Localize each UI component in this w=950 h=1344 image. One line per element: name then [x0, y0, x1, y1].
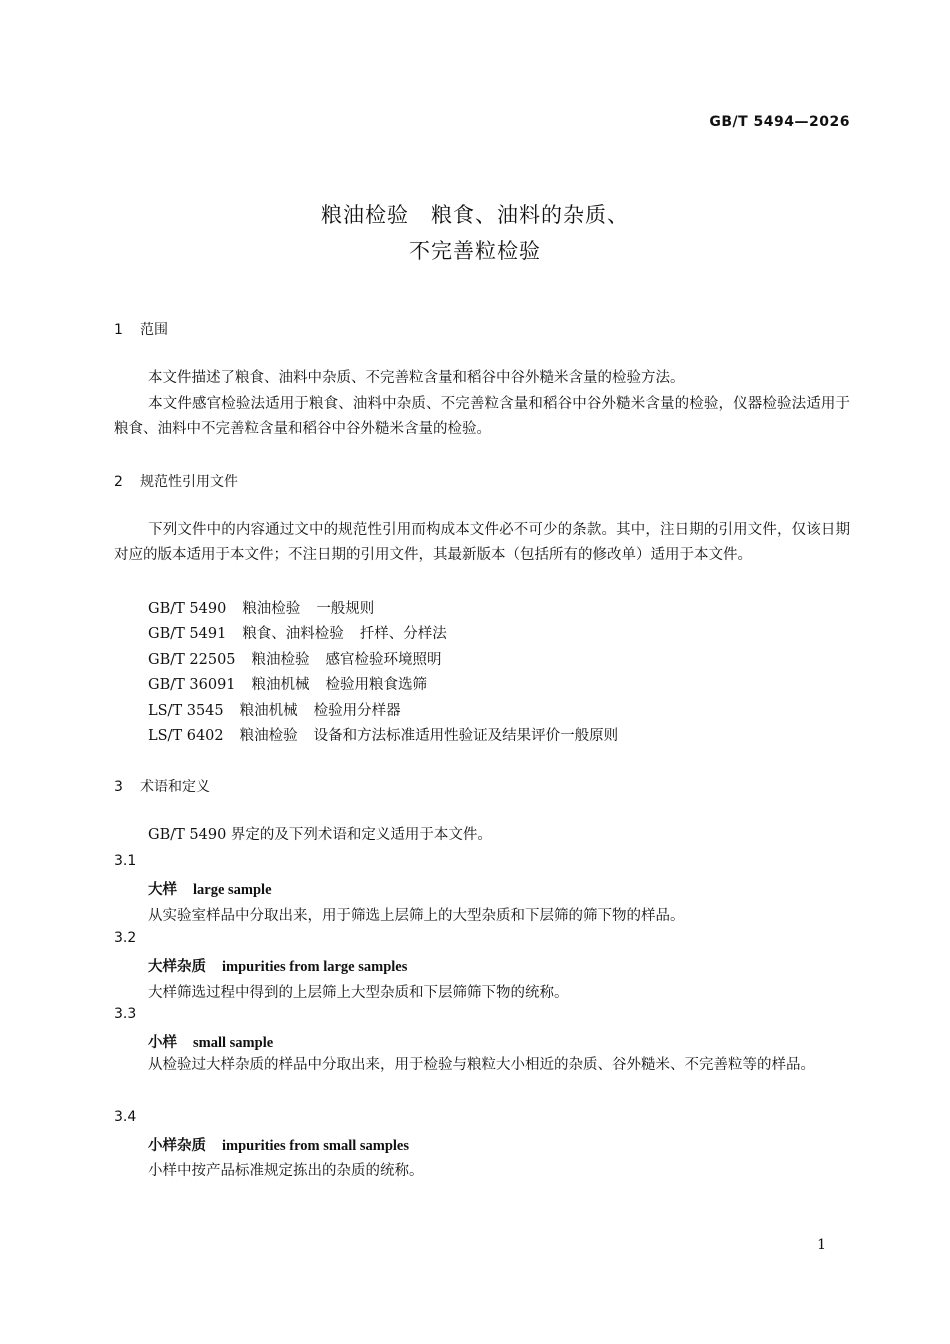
reference-item: LS/T 3545 粮油机械 检验用分样器: [148, 703, 401, 719]
term-definition: 小样中按产品标准规定拣出的杂质的统称。: [148, 1163, 424, 1179]
term-number: 3.2: [114, 930, 137, 946]
page-number: 1: [817, 1237, 826, 1253]
term-heading: 大样 large sample: [148, 882, 272, 898]
section-title: 范围: [140, 322, 168, 338]
standard-code: GB/T 5494—2026: [709, 114, 850, 130]
document-title-line-2: 不完善粒检验: [409, 239, 541, 263]
term-definition: 从检验过大样杂质的样品中分取出来，用于检验与粮粒大小相近的杂质、谷外糙米、不完善粒等的样品。: [148, 1057, 815, 1073]
term-number: 3.4: [114, 1109, 137, 1125]
term-definition: 从实验室样品中分取出来，用于筛选上层筛上的大型杂质和下层筛的筛下物的样品。: [148, 908, 685, 924]
term-heading: 小样杂质 impurities from small samples: [148, 1138, 410, 1154]
section-3-heading: [114, 776, 210, 796]
reference-item: GB/T 5490 粮油检验 一般规则: [148, 601, 375, 617]
section-title: 术语和定义: [140, 779, 210, 795]
section-number: 2: [114, 474, 123, 490]
term-definition: 大样筛选过程中得到的上层筛上大型杂质和下层筛筛下物的统称。: [148, 985, 569, 1001]
reference-item: GB/T 22505 粮油检验 感官检验环境照明: [148, 652, 442, 668]
reference-item: LS/T 6402 粮油检验 设备和方法标准适用性验证及结果评价一般原则: [148, 728, 619, 744]
document-title-line-1: 粮油检验 粮食、油料的杂质、: [321, 203, 629, 227]
term-number: 3.1: [114, 853, 137, 869]
section-1-paragraph-2: 本文件感官检验法适用于粮食、油料中杂质、不完善粒含量和稻谷中谷外糙米含量的检验，仪器检验法适用于粮食、油料中不完善粒含量和稻谷中谷外糙米含量的检验。: [114, 396, 850, 437]
section-number: 1: [114, 322, 123, 338]
term-heading: 小样 small sample: [148, 1035, 274, 1051]
section-1-heading: [114, 319, 168, 339]
reference-item: GB/T 5491 粮食、油料检验 扦样、分样法: [148, 626, 447, 642]
term-heading: 大样杂质 impurities from large samples: [148, 959, 408, 975]
section-1-paragraph-1: 本文件描述了粮食、油料中杂质、不完善粒含量和稻谷中谷外糙米含量的检验方法。: [148, 370, 685, 386]
section-2-heading: [114, 471, 238, 491]
section-2-intro: 下列文件中的内容通过文中的规范性引用而构成本文件必不可少的条款。其中，注日期的引用文件，仅该日期对应的版本适用于本文件；不注日期的引用文件，其最新版本（包括所有的修改单）适用于本文件。: [114, 522, 850, 563]
reference-item: GB/T 36091 粮油机械 检验用粮食选筛: [148, 677, 428, 693]
term-number: 3.3: [114, 1006, 137, 1022]
section-title: 规范性引用文件: [140, 474, 238, 490]
section-number: 3: [114, 779, 123, 795]
section-3-intro: GB/T 5490 界定的及下列术语和定义适用于本文件。: [148, 827, 492, 843]
